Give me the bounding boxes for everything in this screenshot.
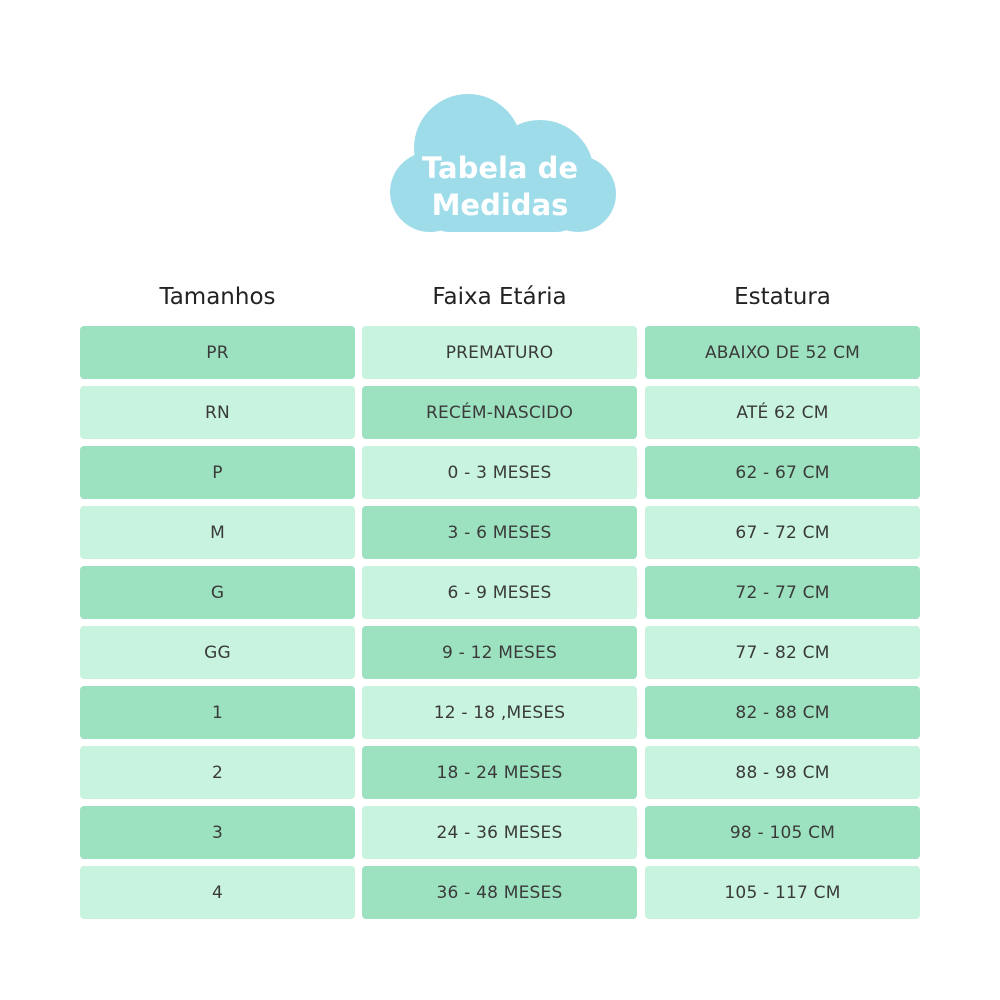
- age-range-cell: PREMATURO: [362, 326, 637, 379]
- age-range-cell: 36 - 48 MESES: [362, 866, 637, 919]
- age-range-cell: 12 - 18 ,MESES: [362, 686, 637, 739]
- header-faixa-etaria: Faixa Etária: [432, 284, 567, 310]
- size-cell: 1: [80, 686, 355, 739]
- header-tamanhos: Tamanhos: [159, 284, 276, 310]
- size-cell: G: [80, 566, 355, 619]
- age-range-cell: 6 - 9 MESES: [362, 566, 637, 619]
- age-range-cell: 24 - 36 MESES: [362, 806, 637, 859]
- height-cell: 82 - 88 CM: [645, 686, 920, 739]
- height-cell: 72 - 77 CM: [645, 566, 920, 619]
- size-cell: 4: [80, 866, 355, 919]
- age-range-cell: RECÉM-NASCIDO: [362, 386, 637, 439]
- age-range-cell: 3 - 6 MESES: [362, 506, 637, 559]
- age-range-cell: 9 - 12 MESES: [362, 626, 637, 679]
- height-cell: 67 - 72 CM: [645, 506, 920, 559]
- height-cell: ATÉ 62 CM: [645, 386, 920, 439]
- height-cell: 88 - 98 CM: [645, 746, 920, 799]
- size-cell: 3: [80, 806, 355, 859]
- age-range-cell: 0 - 3 MESES: [362, 446, 637, 499]
- size-cell: PR: [80, 326, 355, 379]
- size-cell: RN: [80, 386, 355, 439]
- height-cell: 77 - 82 CM: [645, 626, 920, 679]
- height-cell: ABAIXO DE 52 CM: [645, 326, 920, 379]
- size-cell: GG: [80, 626, 355, 679]
- page-title-line-1: Tabela de: [421, 151, 579, 185]
- height-cell: 105 - 117 CM: [645, 866, 920, 919]
- header-estatura: Estatura: [734, 284, 831, 310]
- height-cell: 98 - 105 CM: [645, 806, 920, 859]
- size-cell: 2: [80, 746, 355, 799]
- age-range-cell: 18 - 24 MESES: [362, 746, 637, 799]
- size-cell: M: [80, 506, 355, 559]
- size-cell: P: [80, 446, 355, 499]
- page-title: [380, 150, 620, 224]
- page-title-line-2: Medidas: [431, 188, 569, 222]
- height-cell: 62 - 67 CM: [645, 446, 920, 499]
